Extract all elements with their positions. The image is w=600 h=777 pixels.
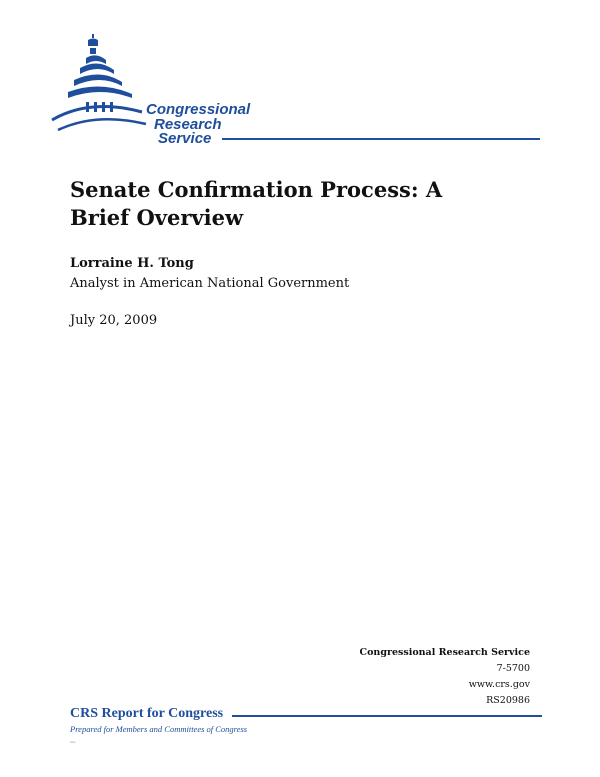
crs-report-number: RS20986	[486, 695, 530, 706]
report-date: July 20, 2009	[70, 313, 158, 328]
crs-info-block	[360, 645, 530, 709]
author-role: Analyst in American National Government	[70, 276, 350, 291]
crs-report-for-congress: CRS Report for Congress	[70, 706, 224, 721]
crs-org-name: Congressional Research Service	[359, 647, 530, 658]
crs-phone: 7-5700	[496, 663, 530, 674]
report-title: Senate Confirmation Process: A Brief Overview	[70, 177, 443, 230]
tiny-print-code: ▪▪▪▪▪	[70, 740, 76, 744]
crs-website: www.crs.gov	[468, 679, 530, 690]
crs-logo	[50, 28, 550, 150]
logo-line-service: Service	[158, 130, 212, 147]
logo-rule	[222, 138, 540, 140]
author-name: Lorraine H. Tong	[70, 256, 194, 271]
footer-subtitle: Prepared for Members and Committees of Congress	[70, 724, 248, 734]
logo-line-research: Research	[154, 116, 222, 133]
footer-rule	[232, 715, 542, 717]
logo-line-congressional: Congressional	[146, 101, 251, 118]
